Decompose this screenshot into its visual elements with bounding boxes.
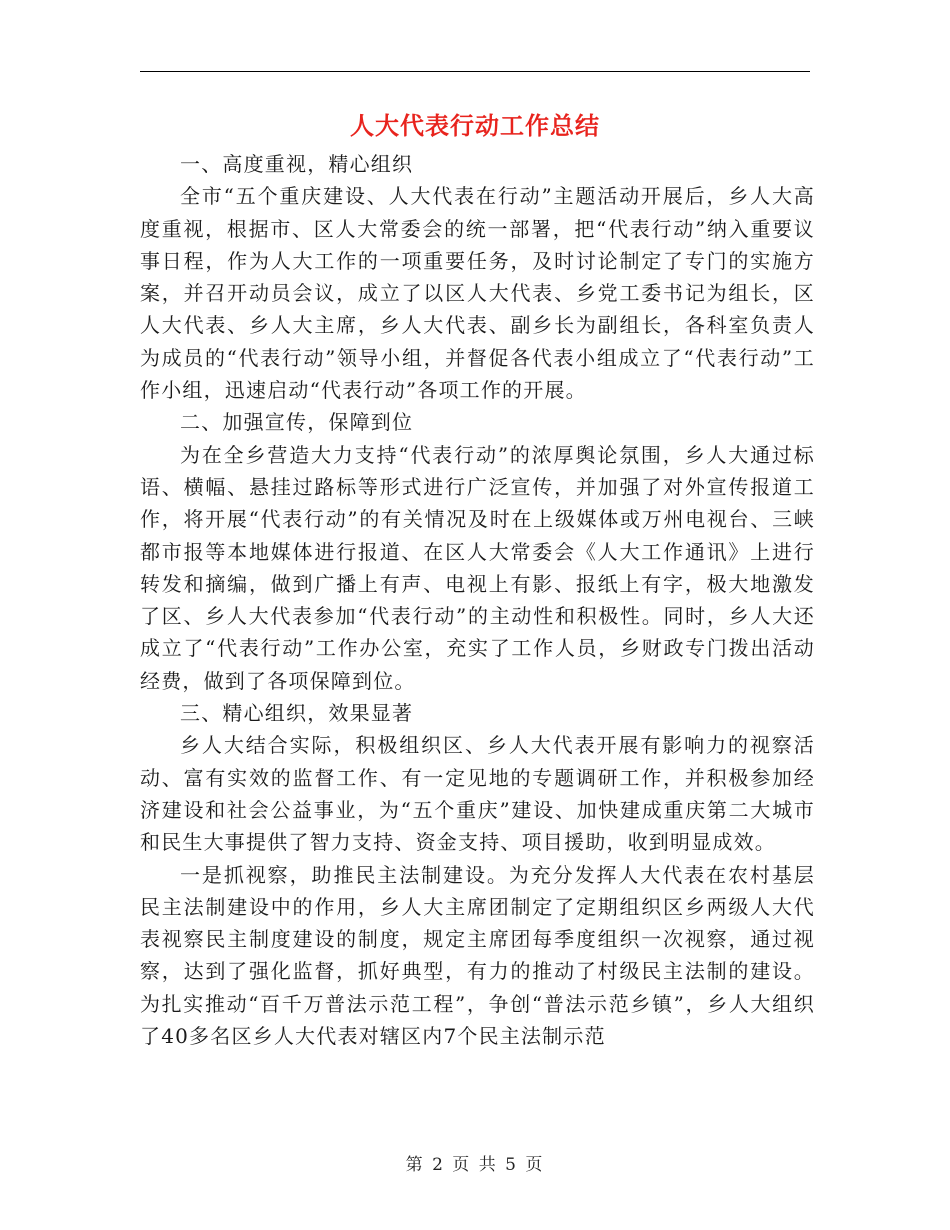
header-rule (140, 71, 810, 72)
body-paragraph: 乡人大结合实际，积极组织区、乡人大代表开展有影响力的视察活动、富有实效的监督工作、有一定见地的专题调研工作，并积极参加经济建设和社会公益事业，为“五个重庆”建设、加快建成重庆第二大城市和民生大事提供了智力支持、资金支持、项目援助，收到明显成效。 (140, 733, 815, 855)
section-heading: 三、精心组织，效果显著 (180, 701, 414, 726)
document-body (140, 148, 815, 1052)
section-heading: 一、高度重视，精心组织 (180, 152, 414, 176)
document-title: 人大代表行动工作总结 (350, 112, 600, 140)
body-paragraph: 一是抓视察，助推民主法制建设。为充分发挥人大代表在农村基层民主法制建设中的作用，乡人大主席团制定了定期组织区乡两级人大代表视察民主制度建设的制度，规定主席团每季度组织一次视察，通过视察，达到了强化监督，抓好典型，有力的推动了村级民主法制的建设。为扎实推动“百千万普法示范工程”，争创“普法示范乡镇”，乡人大组织了40多名区乡人大代表对辖区内7个民主法制示范 (140, 862, 815, 1049)
body-paragraph: 为在全乡营造大力支持“代表行动”的浓厚舆论氛围，乡人大通过标语、横幅、悬挂过路标等形式进行广泛宣传，并加强了对外宣传报道工作，将开展“代表行动”的有关情况及时在上级媒体或万州电视台、三峡都市报等本地媒体进行报道、在区人大常委会《人大工作通讯》上进行转发和摘编，做到广播上有声、电视上有影、报纸上有字，极大地激发了区、乡人大代表参加“代表行动”的主动性和积极性。同时，乡人大还成立了“代表行动”工作办公室，充实了工作人员，乡财政专门拨出活动经费，做到了各项保障到位。 (140, 442, 815, 693)
body-paragraph: 全市“五个重庆建设、人大代表在行动”主题活动开展后，乡人大高度重视，根据市、区人大常委会的统一部署，把“代表行动”纳入重要议事日程，作为人大工作的一项重要任务，及时讨论制定了专门的实施方案，并召开动员会议，成立了以区人大代表、乡党工委书记为组长，区人大代表、乡人大主席，乡人大代表、副乡长为副组长，各科室负责人为成员的“代表行动”领导小组，并督促各代表小组成立了“代表行动”工作小组，迅速启动“代表行动”各项工作的开展。 (140, 184, 815, 403)
page-footer: 第 2 页 共 5 页 (405, 1155, 545, 1175)
section-heading: 二、加强宣传，保障到位 (180, 410, 414, 435)
